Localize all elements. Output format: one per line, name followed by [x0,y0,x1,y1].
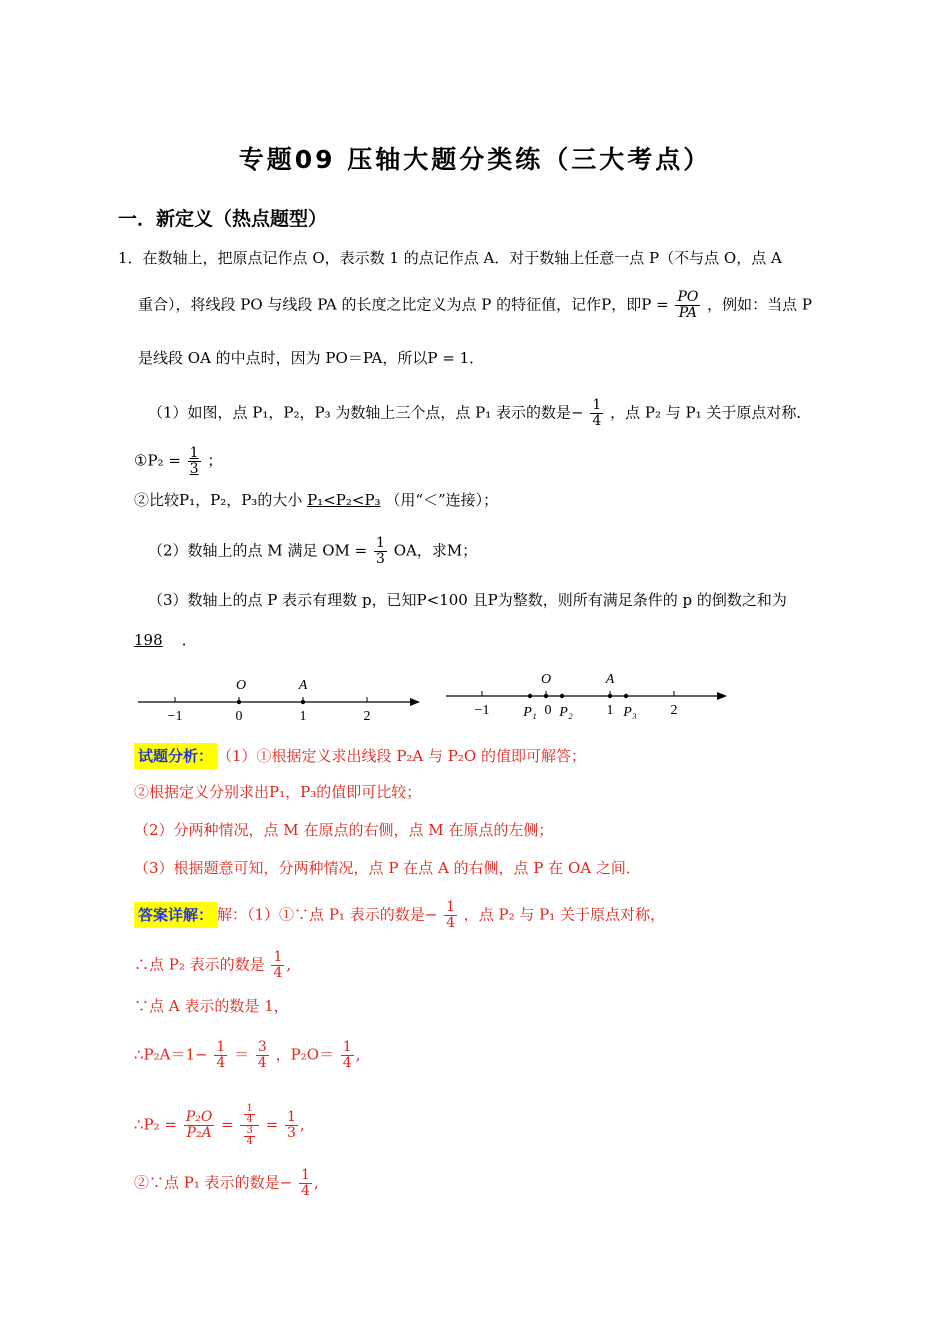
section-heading: 一．新定义（热点题型） [118,208,328,230]
right-tick-1: 1 [606,703,614,718]
question-3: （3）数轴上的点 P 表示有理数 p，已知P<100 且P为整数，则所有满足条件的 p 的倒数之和为 [148,591,787,609]
problem-line-2 [138,290,812,321]
answer-line-6: ②∵点 P₁ 表示的数是− $\frac{1}{4}$ , [134,1167,319,1199]
analysis-line-1 [134,743,586,769]
question-1-2-end: （用“＜”连接）； [385,491,499,509]
number-line-figures [130,672,740,724]
right-tick-2: 2 [670,703,678,718]
number-line-right [446,672,727,720]
one-third-result: $\frac{1}{3}$ [286,1109,296,1141]
right-label-o: O [540,672,552,687]
question-2-text: （2）数轴上的点 M 满足 OM = [148,541,368,560]
compound-fraction: $\frac{\frac{1}{4}}{\frac{3}{4}}$ [240,1104,258,1147]
analysis-text-1: （1）①根据定义求出线段 P₂A 与 P₂O 的值即可解答； [217,747,586,765]
question-3-answer: 198 [134,631,163,649]
question-1-2 [134,490,498,510]
answer-text-5: ∴P₂ = [134,1115,177,1134]
answer-line-4: ∴P₂A＝1− $\frac{1}{4}$ ＝ $\frac{3}{4}$ ，P₂O＝ $\frac{1}{4}$ , [134,1039,361,1071]
problem-line-2-text: 重合），将线段 PO 与线段 PA 的长度之比定义为点 P 的特征值，记作P，即P = [138,295,669,314]
problem-line-3: 是线段 OA 的中点时，因为 PO＝PA，所以P = 1． [138,349,485,367]
question-1-2-text: ②比较P₁，P₂，P₃的大小 [134,491,308,509]
quarter-fraction: $\frac{1}{4}$ [592,397,602,429]
answer-line-1 [134,900,665,931]
right-point-p3: P₃ [623,705,637,720]
answer-line-3: ∵点 A 表示的数是 1， [134,997,289,1015]
question-1 [148,398,811,429]
answer-fraction: $\frac{1}{3}$ [189,445,199,477]
left-tick-1: 1 [299,709,307,724]
question-3-answer-line [134,630,197,650]
question-1-text: （1）如图，点 P₁，P₂，P₃ 为数轴上三个点，点 P₁ 表示的数是− [148,403,584,422]
left-tick-0: 0 [235,709,243,724]
problem-line-2-end: ，例如：当点 P [707,295,813,314]
question-1-end: ，点 P₂ 与 P₁ 关于原点对称． [610,403,812,422]
answer-quarter-3: $\frac{1}{4}$ [216,1039,226,1071]
question-2 [148,536,477,567]
question-2-end: OA，求M； [393,541,478,560]
question-1-1-end: ； [207,451,223,470]
po-over-pa-fraction: $\frac{PO}{PA}$ [677,289,699,321]
comparison-answer: P₁<P₂<P₃ [307,491,381,509]
answer-text-6: ②∵点 P₁ 表示的数是− [134,1173,293,1192]
question-1-1 [134,446,222,477]
answer-three-quarters: $\frac{3}{4}$ [257,1039,267,1071]
right-point-p2: P₂ [559,705,573,720]
third-fraction: $\frac{1}{3}$ [375,535,385,567]
right-tick-neg1: −1 [474,703,490,718]
left-label-a: A [298,678,308,693]
answer-quarter-5: $\frac{1}{4}$ [301,1167,310,1199]
answer-text-2: ∴点 P₂ 表示的数是 [134,955,265,974]
left-tick-neg1: −1 [167,709,183,724]
answer-tag: 答案详解： [134,902,217,928]
answer-line-2: ∴点 P₂ 表示的数是 $\frac{1}{4}$ , [134,949,292,981]
left-label-o: O [235,678,247,693]
answer-text-4: ∴P₂A＝1− [134,1045,208,1064]
question-1-1-text: ①P₂ = [134,451,186,470]
analysis-line-3: （2）分两种情况，点 M 在原点的右侧，点 M 在原点的左侧； [134,821,554,839]
right-tick-0: 0 [544,703,552,718]
left-tick-2: 2 [363,709,371,724]
answer-line-5: ∴P₂ = $\frac{\text{P₂O}}{\text{P₂A}}$ = $\frac{\frac{1}{4}}{\frac{3}{4}}$ = $\frac{1}{3}$ , [134,1103,305,1147]
right-label-a: A [605,672,615,687]
answer-text-1-end: ，点 P₂ 与 P₁ 关于原点对称， [463,905,666,924]
answer-quarter-2: $\frac{1}{4}$ [273,949,283,981]
answer-quarter-1: $\frac{1}{4}$ [446,899,455,931]
page-title: 专题09 压轴大题分类练（三大考点） [238,145,712,174]
answer-text-1: 解：（1）①∵点 P₁ 表示的数是− [217,905,438,924]
analysis-line-4: （3）根据题意可知，分两种情况，点 P 在点 A 的右侧，点 P 在 OA 之间． [134,859,641,877]
analysis-tag: 试题分析： [134,743,217,769]
number-line-left [138,678,420,724]
answer-quarter-4: $\frac{1}{4}$ [342,1039,352,1071]
question-3-end: ． [181,631,197,649]
right-point-p1: P₁ [523,705,537,720]
p2o-over-p2a: $\frac{\text{P₂O}}{\text{P₂A}}$ [185,1109,213,1141]
problem-line-1: 1．在数轴上，把原点记作点 O，表示数 1 的点记作点 A．对于数轴上任意一点 P（不与点 O，点 A [118,249,782,267]
analysis-line-2: ②根据定义分别求出P₁，P₃的值即可比较； [134,783,422,801]
